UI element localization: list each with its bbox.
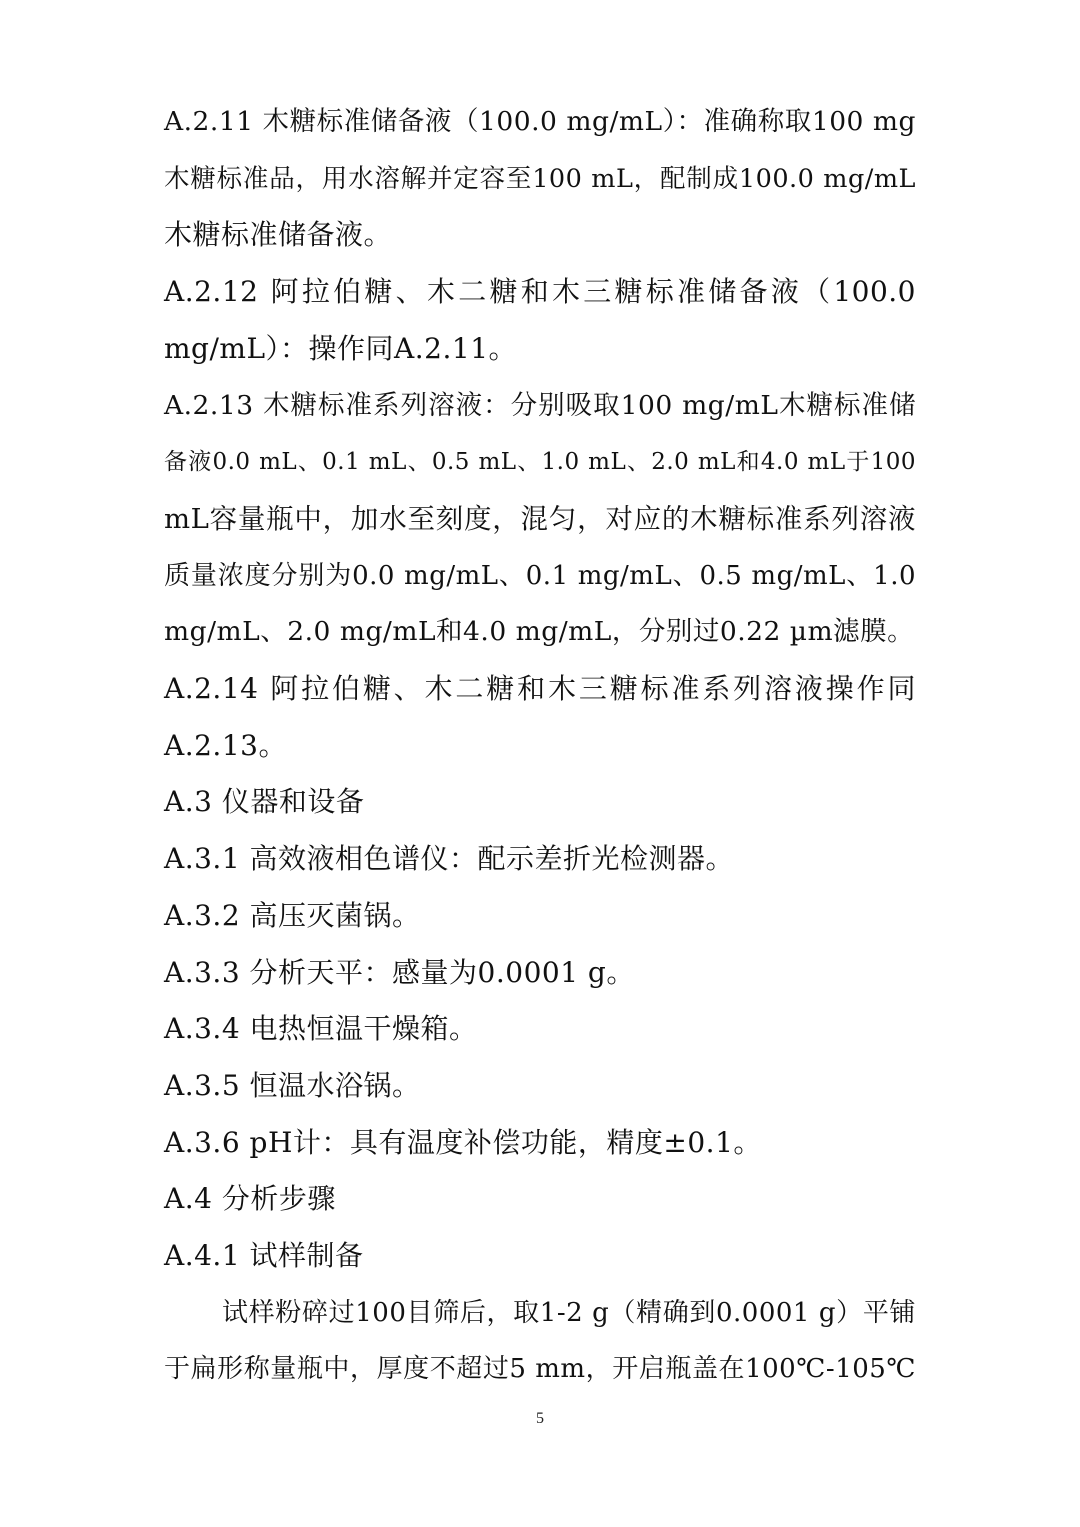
section-a-3-6 xyxy=(164,1115,916,1172)
text-line: 于扁形称量瓶中，厚度不超过5 mm，开启瓶盖在100℃-105℃ xyxy=(164,1354,916,1385)
section-a-2-11 xyxy=(164,94,916,264)
section-a-3-4 xyxy=(164,1001,916,1058)
heading-a-4-1 xyxy=(164,1228,916,1285)
section-a-2-12 xyxy=(164,264,916,377)
text-line: mg/mL、2.0 mg/mL和4.0 mg/mL，分别过0.22 µm滤膜。 xyxy=(164,616,915,648)
sample-preparation-paragraph xyxy=(164,1285,916,1398)
section-a-3-2 xyxy=(164,888,916,945)
text-line: A.2.14 阿拉伯糖、木二糖和木三糖标准系列溶液操作同 xyxy=(164,672,916,706)
text-line: 试样粉碎过100目筛后，取1-2 g（精确到0.0001 g）平铺 xyxy=(222,1297,916,1328)
text-line: A.3.6 pH计：具有温度补偿功能，精度±0.1。 xyxy=(164,1125,762,1159)
page-number: 5 xyxy=(536,1410,544,1427)
text-line: 备液0.0 mL、0.1 mL、0.5 mL、1.0 mL、2.0 mL和4.0 mL于100 xyxy=(164,449,916,476)
text-line: A.3.3 分析天平：感量为0.0001 g。 xyxy=(164,955,635,989)
section-a-2-14 xyxy=(164,661,916,774)
document-body xyxy=(164,94,916,1398)
heading-a-3 xyxy=(164,774,916,831)
text-line: mL容量瓶中，加水至刻度，混匀，对应的木糖标准系列溶液 xyxy=(164,502,916,535)
section-a-3-5 xyxy=(164,1058,916,1115)
section-heading: A.4 分析步骤 xyxy=(164,1182,336,1216)
text-line: A.3.2 高压灭菌锅。 xyxy=(164,898,421,932)
text-line: A.2.11 木糖标准储备液（100.0 mg/mL）：准确称取100 mg xyxy=(164,106,916,137)
text-line: A.2.13 木糖标准系列溶液：分别吸取100 mg/mL木糖标准储 xyxy=(164,389,916,421)
text-line: A.2.12 阿拉伯糖、木二糖和木三糖标准储备液（100.0 xyxy=(164,275,916,309)
section-a-2-13 xyxy=(164,378,916,662)
text-line: 木糖标准品，用水溶解并定容至100 mL，配制成100.0 mg/mL xyxy=(164,163,916,194)
text-line: A.3.1 高效液相色谱仪：配示差折光检测器。 xyxy=(164,842,735,876)
section-a-3-1 xyxy=(164,831,916,888)
text-line: 木糖标准储备液。 xyxy=(164,218,393,252)
text-line: A.3.4 电热恒温干燥箱。 xyxy=(164,1012,478,1046)
text-line: mg/mL）：操作同A.2.11。 xyxy=(164,331,518,365)
subsection-heading: A.4.1 试样制备 xyxy=(164,1239,364,1273)
section-a-3-3 xyxy=(164,945,916,1002)
heading-a-4 xyxy=(164,1171,916,1228)
text-line: A.3.5 恒温水浴锅。 xyxy=(164,1068,421,1102)
text-line: A.2.13。 xyxy=(164,728,287,762)
text-line: 质量浓度分别为0.0 mg/mL、0.1 mg/mL、0.5 mg/mL、1.0 xyxy=(164,560,916,591)
section-heading: A.3 仪器和设备 xyxy=(164,785,365,819)
